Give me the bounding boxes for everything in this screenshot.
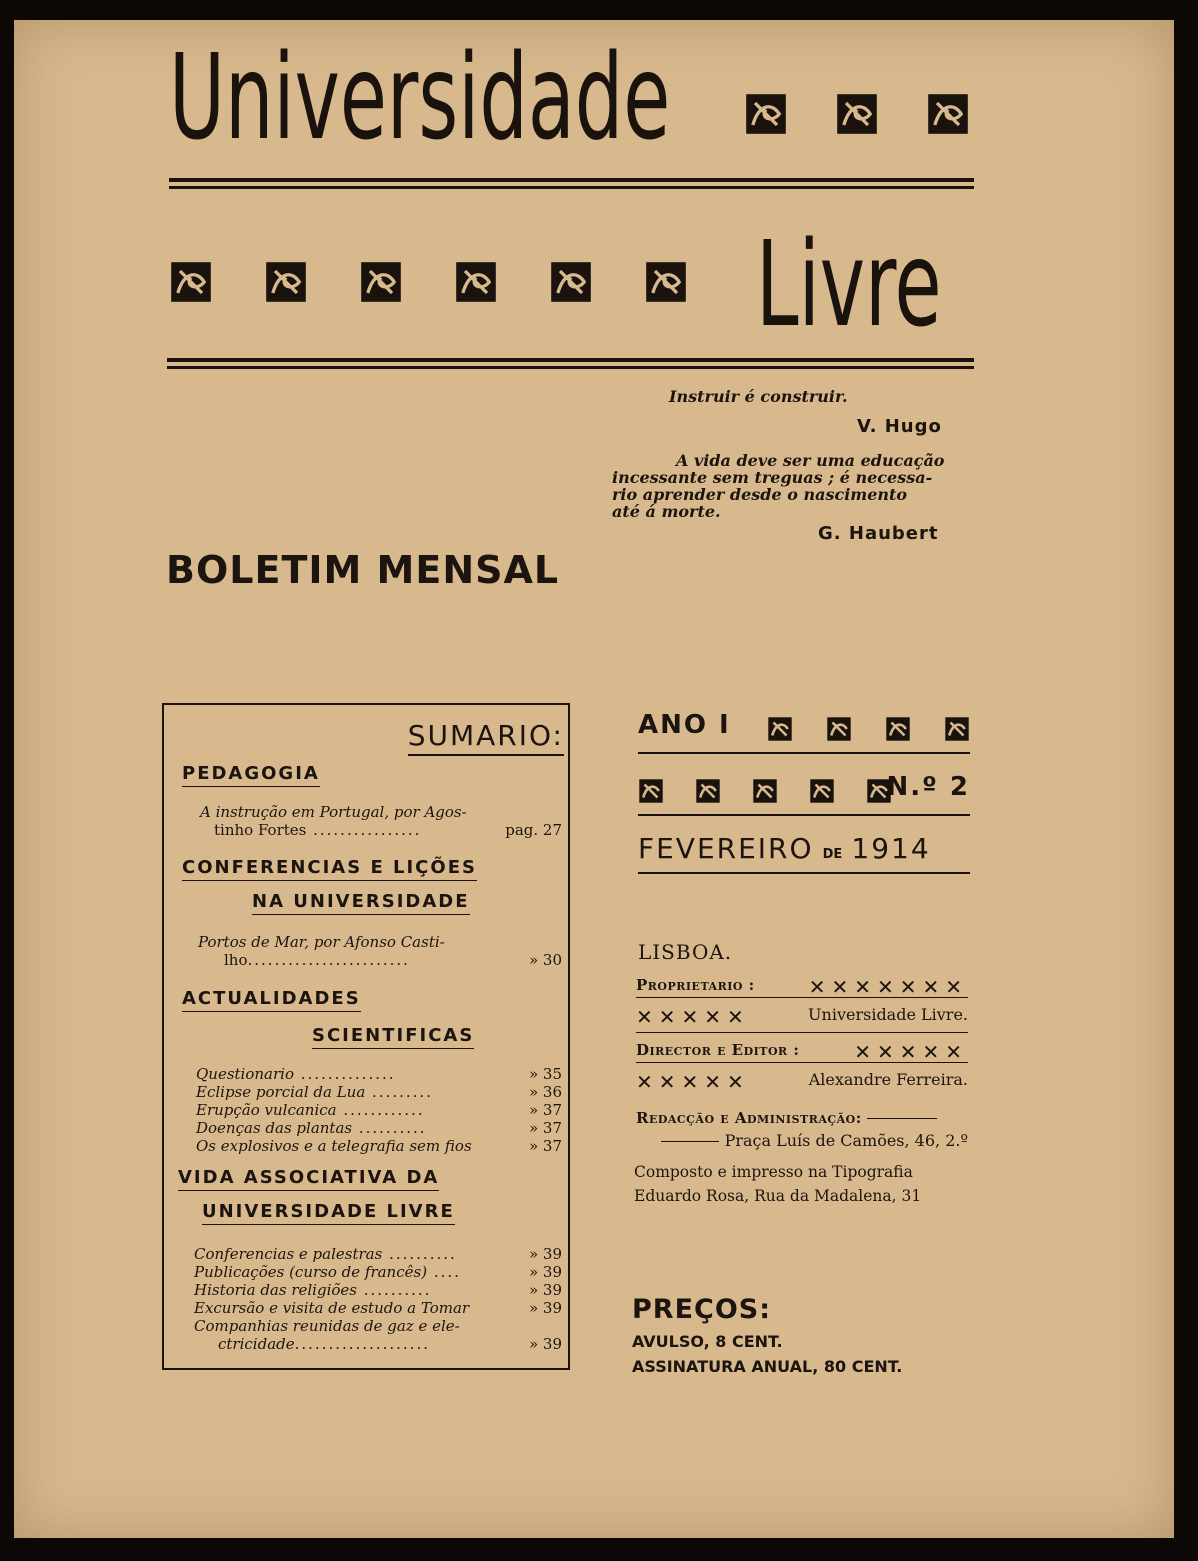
fleuron-icon <box>744 92 788 136</box>
x-ornament-icon: ✕✕✕✕✕ <box>636 1070 750 1094</box>
section-actualidades: ACTUALIDADES <box>182 988 361 1012</box>
redaccao-block <box>636 1108 968 1150</box>
item-page: » 36 <box>528 1083 562 1101</box>
issue-year: ANO I <box>638 710 731 740</box>
item-line <box>194 1299 562 1317</box>
issue-month: FEVEREIRO <box>638 832 814 865</box>
epigraph-2-author: G. Haubert <box>818 523 939 544</box>
item-page: » 39 <box>528 1281 562 1299</box>
fleuron-icon <box>885 716 911 742</box>
ornament-row-2 <box>169 260 729 308</box>
section-conferencias: CONFERENCIAS E LIÇÕES <box>182 857 477 881</box>
item-line: Conferencias e palestras .......... » 39 <box>194 1245 562 1263</box>
redaccao-value: Praça Luís de Camões, 46, 2.º <box>724 1131 968 1150</box>
epigraph-2-line: até á morte. <box>612 502 721 521</box>
issue-date-row <box>638 832 970 874</box>
item-page: » 39 <box>528 1245 562 1263</box>
item-title: Historia das religiões <box>194 1281 357 1299</box>
fleuron-icon <box>835 92 879 136</box>
director-block <box>636 1040 968 1097</box>
fleuron-icon <box>767 716 793 742</box>
masthead-rule-2 <box>167 358 974 369</box>
item-page: » 37 <box>528 1119 562 1137</box>
item-line <box>184 821 562 839</box>
fleuron-icon <box>644 260 688 304</box>
precos-avulso: AVULSO, 8 CENT. <box>632 1332 783 1351</box>
fleuron-icon <box>752 778 778 804</box>
sumario-list <box>194 1245 562 1353</box>
fleuron-icon <box>809 778 835 804</box>
item-line: Historia das religiões .......... » 39 <box>194 1281 562 1299</box>
epigraph-2-line: A vida deve ser uma educação <box>676 451 945 470</box>
fleuron-icon <box>826 716 852 742</box>
x-ornament-icon: ✕✕✕✕✕✕✕ <box>808 975 968 999</box>
section-actualidades-2: SCIENTIFICAS <box>312 1025 474 1049</box>
redaccao-row-1 <box>636 1108 968 1127</box>
item-title: Eclipse porcial da Lua <box>196 1083 366 1101</box>
item-title: A instrução em Portugal, por Agos- <box>200 803 467 821</box>
boletim-heading: BOLETIM MENSAL <box>166 548 560 592</box>
section-vida-associativa-2: UNIVERSIDADE LIVRE <box>202 1201 455 1225</box>
item-page: » 39 <box>528 1299 562 1317</box>
dot-leader: ................ <box>306 821 422 839</box>
item-line: Doenças das plantas .......... » 37 <box>196 1119 562 1137</box>
redaccao-label: Redacção e Administração: <box>636 1109 862 1127</box>
ornament-row <box>767 716 970 746</box>
item-title: Companhias reunidas de gaz e ele- <box>194 1317 460 1335</box>
fleuron-icon <box>169 260 213 304</box>
epigraph-2 <box>612 452 977 520</box>
masthead-rule-1 <box>169 178 974 189</box>
x-ornament-icon: ✕✕✕✕✕ <box>636 1005 750 1029</box>
rule-line <box>661 1141 719 1142</box>
sumario-item <box>184 803 562 839</box>
sumario-item <box>184 933 562 969</box>
section-pedagogia: PEDAGOGIA <box>182 763 320 787</box>
item-title: tinho Fortes <box>214 821 307 839</box>
item-line: Eclipse porcial da Lua ......... » 36 <box>196 1083 562 1101</box>
item-line <box>184 933 562 951</box>
cover-page <box>14 20 1174 1538</box>
issue-number: N.º 2 <box>886 772 970 802</box>
fleuron-icon <box>549 260 593 304</box>
sumario-title: SUMARIO: <box>408 719 564 756</box>
fleuron-icon <box>944 716 970 742</box>
item-line: ctricidade.................... » 39 <box>218 1335 562 1353</box>
fleuron-icon <box>454 260 498 304</box>
rule-line <box>867 1118 937 1119</box>
printer-block <box>634 1160 970 1208</box>
director-value: Alexandre Ferreira. <box>808 1070 968 1089</box>
proprietario-row-2 <box>636 1002 968 1033</box>
precos-assinatura: ASSINATURA ANUAL, 80 CENT. <box>632 1357 903 1376</box>
printer-line: Eduardo Rosa, Rua da Madalena, 31 <box>634 1187 922 1205</box>
item-title: Portos de Mar, por Afonso Casti- <box>198 933 445 951</box>
epigraph-1: Instruir é construir. <box>669 387 848 406</box>
x-ornament-icon: ✕✕✕✕✕ <box>854 1040 968 1064</box>
item-line <box>194 1317 562 1335</box>
proprietario-block <box>636 975 968 1033</box>
fleuron-icon <box>926 92 970 136</box>
item-page: pag. 27 <box>505 821 562 839</box>
item-title: Publicações (curso de francês) <box>194 1263 428 1281</box>
item-line <box>184 951 562 969</box>
sumario-list <box>196 1065 562 1155</box>
ornament-row <box>638 778 892 808</box>
item-page: » 39 <box>528 1263 562 1281</box>
director-row-1 <box>636 1040 968 1063</box>
director-label: Director e Editor : <box>636 1041 800 1059</box>
precos-title: PREÇOS: <box>632 1294 772 1325</box>
epigraph-2-line: incessante sem treguas ; é necessa- <box>612 468 933 487</box>
issue-number-row <box>638 772 970 816</box>
epigraph-2-line: rio aprender desde o nascimento <box>612 485 908 504</box>
item-title: ctricidade <box>218 1335 295 1353</box>
epigraph-1-author: V. Hugo <box>857 416 942 437</box>
ornament-row-1 <box>744 92 984 140</box>
proprietario-value: Universidade Livre. <box>808 1005 968 1024</box>
item-page: » 37 <box>528 1101 562 1119</box>
issue-year-row <box>638 710 970 754</box>
item-title: Doenças das plantas <box>196 1119 353 1137</box>
city: LISBOA. <box>638 940 733 964</box>
redaccao-row-2 <box>636 1131 968 1150</box>
item-line <box>184 803 562 821</box>
masthead-title-2: Livre <box>756 215 942 353</box>
issue-de: DE <box>822 847 843 862</box>
item-page: » 35 <box>528 1065 562 1083</box>
section-conferencias-2: NA UNIVERSIDADE <box>252 891 470 915</box>
item-line: Questionario .............. » 35 <box>196 1065 562 1083</box>
item-title: Erupção vulcanica <box>196 1101 337 1119</box>
section-vida-associativa: VIDA ASSOCIATIVA DA <box>178 1167 439 1191</box>
issue-year-number: 1914 <box>851 832 931 865</box>
director-row-2 <box>636 1067 968 1097</box>
item-title: Os explosivos e a telegrafia sem fios <box>196 1137 472 1155</box>
item-title: Questionario <box>196 1065 294 1083</box>
item-title: Conferencias e palestras <box>194 1245 383 1263</box>
item-page: » 39 <box>528 1335 562 1353</box>
printer-line: Composto e impresso na Tipografia <box>634 1163 913 1181</box>
fleuron-icon <box>638 778 664 804</box>
fleuron-icon <box>264 260 308 304</box>
proprietario-row-1 <box>636 975 968 998</box>
item-page: » 30 <box>528 951 562 969</box>
item-line <box>196 1137 562 1155</box>
item-line: Publicações (curso de francês) .... » 39 <box>194 1263 562 1281</box>
sumario-box <box>162 703 570 1370</box>
fleuron-icon <box>695 778 721 804</box>
item-title: Excursão e visita de estudo a Tomar <box>194 1299 470 1317</box>
item-line: Erupção vulcanica ............ » 37 <box>196 1101 562 1119</box>
item-page: » 37 <box>528 1137 562 1155</box>
masthead-title-1: Universidade <box>169 28 671 166</box>
item-title: lho <box>224 951 248 969</box>
dot-leader: ........................ <box>247 951 410 969</box>
fleuron-icon <box>359 260 403 304</box>
proprietario-label: Proprietario : <box>636 976 755 994</box>
